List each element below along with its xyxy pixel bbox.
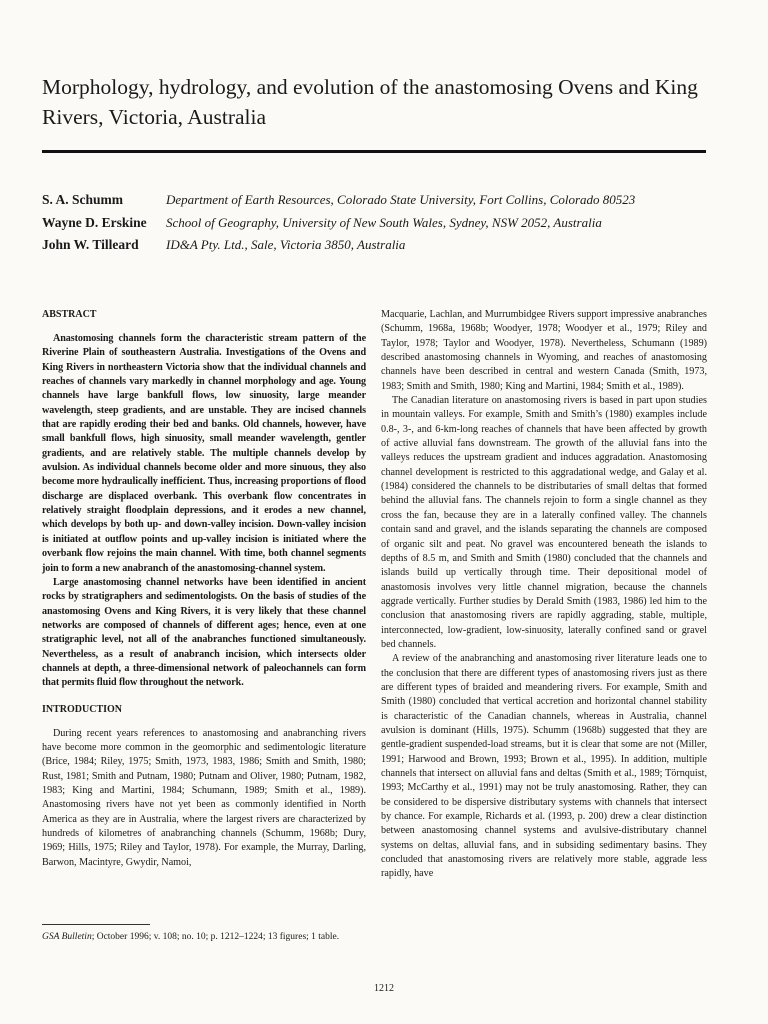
body-paragraph: The Canadian literature on anastomosing rivers is based in part upon studies in mountain valleys. For example, Smith and Smith’s (1980) examples include 0.8-, 3-, and 6-km-long reaches of channels that have been affected by growth of active alluvial fans downstream. The growth of the alluvial fans into the valleys reduces the upstream gradient and induces aggradation. Anastomosing channel development is restricted to this aggradational wedge, and Galay et al. (1984) considered the channels to be distributaries of small deltas that formed behind the alluvial fans. The channels rejoin to form a single channel as they cross the fan, because they are in a laterally confined valley. The channels contain sand and gravel, and the islands separating the channels are composed of organic silt and peat. No gravel was encountered beneath the islands to depths of 8.5 m, and Smith and Smith (1980) concluded that the channels and islands build up vertically through time. Their depositional model of anastomosis involves very little channel migration, because the channels aggrade vertically. Further studies by Derald Smith (1983, 1986) led him to the conclusion that anastomosing rivers are rapidly aggrading, stable, multiple, interconnected, low-gradient, low-sinuosity, laterally confined sand or gravel bed channels. xyxy=(381,395,707,650)
spacer xyxy=(42,322,366,332)
right-column xyxy=(381,308,707,882)
author-row xyxy=(42,191,732,214)
author-name: Wayne D. Erskine xyxy=(42,214,147,230)
abstract-heading: ABSTRACT xyxy=(42,309,97,320)
introduction-paragraph: During recent years references to anastomosing and anabranching rivers have become more common in the geomorphic and sedimentologic literature (Brice, 1984; Riley, 1975; Smith, 1973, 1983, 1986; Smith and Smith, 1980; Rust, 1981; Smith and Putnam, 1980; Putnam and Oliver, 1980; Putnam, 1982, 1983; King and Martini, 1984; Schumann, 1989; Smith et al., 1989). Anastomosing rivers have not yet been as commonly identified in North America as they are in Australia, where the largest rivers are characterized by hundreds of kilometres of anabranching channels (Schumm, 1968b; Dury, 1969; Hills, 1975; Riley and Taylor, 1978). For example, the Murray, Darling, Barwon, Macintyre, Gwydir, Namoi, xyxy=(42,727,366,868)
author-row xyxy=(42,214,732,237)
introduction-heading: INTRODUCTION xyxy=(42,703,123,715)
citation-details: ; October 1996; v. 108; no. 10; p. 1212–1224; 13 figures; 1 table. xyxy=(91,932,340,942)
abstract-paragraph: Anastomosing channels form the characteristic stream pattern of the Riverine Plain of southeastern Australia. Investigations of the Ovens and King Rivers in northeastern Victoria show that the individual channels and reaches of channels vary markedly in channel morphology and age. Young channels have large bankfull flows, low sinuosity, large meander wavelength, steep gradients, and are unstable. They are incised channels that are rapidly eroding their bed and banks. Old channels, however, have small bankfull flows, high sinuosity, small meander wavelength, gentler gradients, and are relatively stable. The multiple channels develop by avulsion. As individual channels become older and more sinuous, they also become more hydraulically inefficient. Thus, increasing proportions of flood discharge are displaced overbank. This overbank flow concentrates in relatively straight floodplain depressions, and it erodes a new channel, which develops by both up- and down-valley incision. Down-valley incision is initiated at outflow points and up-valley incision is initiated where the overbank flow rejoins the main channel. With time, both channel segments join to form a new anabranch of the anastomosing-channel system. xyxy=(42,333,366,574)
footnote-rule xyxy=(42,924,150,925)
spacer xyxy=(42,691,366,703)
author-row xyxy=(42,236,732,259)
author-name: John W. Tilleard xyxy=(42,237,139,252)
citation-footnote xyxy=(42,932,339,942)
abstract-paragraph: Large anastomosing channel networks have been identified in ancient rocks by stratigraphers and sedimentologists. On the basis of studies of the anastomosing Ovens and King Rivers, it is very likely that these channel networks are composed of channels of different ages; hence, even at one stratigraphic level, not all of the anabranches functioned simultaneously. Nevertheless, as a result of anabranch incision, which intersects older channels at depth, a three-dimensional network of paleochannels can form that permits fluid flow throughout the network. xyxy=(42,576,366,689)
author-block xyxy=(42,191,732,259)
page-number: 1212 xyxy=(374,983,394,994)
body-paragraph: A review of the anabranching and anastomosing river literature leads one to the conclusion that there are different types of anastomosing rivers just as there are different types of braided and meandering rivers. For example, Smith and Smith (1980) concluded that vertical accretion and horizontal channel stability is characteristic of the Canadian channels, whereas in Australia, channel avulsion is dominant (Hills, 1975). Schumm (1968b) suggested that they are gentle-gradient suspended-load streams, but it is clear that some are not (Miller, 1991; Harwood and Brown, 1993; Brown et al., 1995). In addition, multiple channels that intersect on alluvial fans and deltas (Smith et al., 1989; Törnquist, 1993; McCarthy et al., 1991) may not be truly anastomosing. Rather, they can be considered to be dispersive distributary systems with channels that intersect by chance. For example, Richards et al. (1993, p. 200) drew a clear distinction between anastomosing channel systems and avulsive-distributary channel systems on deltas, alluvial fans, and in subsiding sedimentary basins. They concluded that anastomosing rivers are relatively more stable, aggrade less rapidly, have xyxy=(381,653,707,880)
spacer xyxy=(42,717,366,727)
left-column xyxy=(42,308,366,870)
journal-name: GSA Bulletin xyxy=(42,932,92,942)
author-affiliation: ID&A Pty. Ltd., Sale, Victoria 3850, Australia xyxy=(166,237,406,252)
author-name: S. A. Schumm xyxy=(42,192,124,207)
author-affiliation: School of Geography, University of New South Wales, Sydney, NSW 2052, Australia xyxy=(166,214,602,230)
title-rule xyxy=(42,150,706,153)
body-paragraph: Macquarie, Lachlan, and Murrumbidgee Rivers support impressive anabranches (Schumm, 1968a, 1968b; Woodyer, 1978; Woodyer et al., 1979; Riley and Taylor, 1978; Taylor and Woodyer, 1978). Nevertheless, Schumann (1989) described anastomosing channels in Wyoming, and reaches of anastomosing channels have been described in central and western Canada (Smith, 1973, 1983; Smith and Smith, 1980; King and Martini, 1984; Smith et al., 1989). xyxy=(381,309,707,392)
author-affiliation: Department of Earth Resources, Colorado State University, Fort Collins, Colorado 80523 xyxy=(166,192,636,207)
paper-title: Morphology, hydrology, and evolution of the anastomosing Ovens and King Rivers, Victoria, Australia xyxy=(42,75,698,129)
